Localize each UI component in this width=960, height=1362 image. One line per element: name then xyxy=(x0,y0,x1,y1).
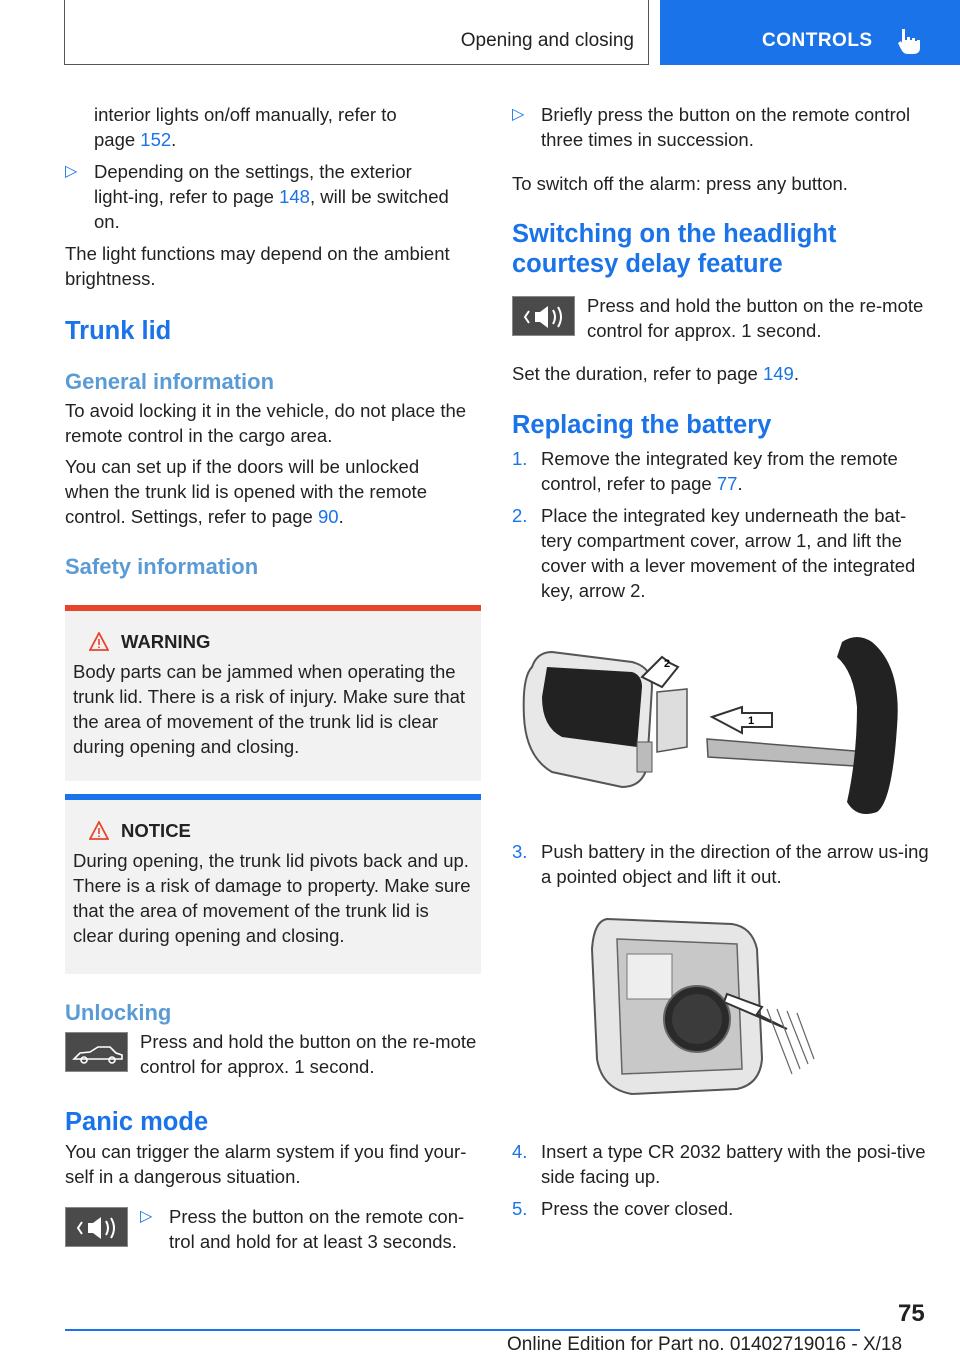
heading-unlocking: Unlocking xyxy=(65,1000,172,1025)
heading-headlight-courtesy: Switching on the headlight courtesy delay feature xyxy=(512,220,837,278)
list-item: 4. Insert a type CR 2032 battery with the posi-tive side facing up. xyxy=(512,1141,926,1187)
header-chapter-tab[interactable] xyxy=(660,0,960,65)
duration-text: Set the duration, refer to page 149. xyxy=(512,363,799,384)
chapter-title: CONTROLS xyxy=(762,30,873,51)
left-column xyxy=(65,102,481,1254)
general-paragraph-2: You can set up if the doors will be unlocked when the trunk lid is opened with the remote control. Settings, refer to page 90. xyxy=(65,456,427,527)
intro-text: interior lights on/off manually, refer to page 152. xyxy=(94,104,397,150)
footer-edition: Online Edition for Part no. 01402719016 - X/18 xyxy=(507,1334,903,1355)
header-section-box xyxy=(64,0,649,65)
warning-box xyxy=(65,605,481,781)
list-item: ▷ Depending on the settings, the exterior light-ing, refer to page 148, will be switched on. xyxy=(65,161,449,232)
page-link-149[interactable]: 149 xyxy=(762,363,794,384)
pointing-hand-icon xyxy=(894,26,924,56)
panic-row xyxy=(65,1204,481,1254)
heading-general-info: General information xyxy=(65,369,275,394)
warning-triangle-icon xyxy=(89,632,109,652)
figure-label-2: 2 xyxy=(664,658,671,670)
right-column xyxy=(512,102,932,1221)
horn-icon xyxy=(65,1207,128,1247)
headlight-icon xyxy=(512,296,575,336)
notice-box xyxy=(65,794,481,974)
notice-title: NOTICE xyxy=(121,820,191,841)
list-item: ▷ Briefly press the button on the remote control three times in succession. xyxy=(512,104,911,150)
warning-title: WARNING xyxy=(121,631,211,652)
notice-text: During opening, the trunk lid pivots back and up. There is a risk of damage to property. Make sure that the area of movement of the trunk lid is clear during opening and closing. xyxy=(73,850,471,946)
heading-safety-info: Safety information xyxy=(65,554,259,579)
list-item: 2. Place the integrated key underneath the bat-tery compartment cover, arrow 1, and lift the cover with a lever movement of the integrated key, arrow 2. xyxy=(512,505,916,601)
unlocking-text: Press and hold the button on the re-mote control for approx. 1 second. xyxy=(140,1031,477,1077)
warning-bar xyxy=(65,605,481,611)
general-paragraph-1: To avoid locking it in the vehicle, do not place the remote control in the cargo area. xyxy=(65,400,467,446)
page-link-148[interactable]: 148 xyxy=(279,186,310,207)
headlight-row xyxy=(512,293,932,343)
battery-removal-illustration xyxy=(512,909,912,1099)
warning-triangle-icon xyxy=(89,821,109,841)
notice-title-row xyxy=(73,820,473,842)
list-item: 1. Remove the integrated key from the remote control, refer to page 77. xyxy=(512,448,898,494)
trunk-unlock-icon xyxy=(65,1032,128,1072)
alarm-off-text: To switch off the alarm: press any button. xyxy=(512,173,848,194)
list-item: 5. Press the cover closed. xyxy=(512,1198,734,1219)
page-link-90[interactable]: 90 xyxy=(317,506,339,527)
heading-trunk-lid: Trunk lid xyxy=(65,317,172,345)
light-note: The light functions may depend on the ambient brightness. xyxy=(65,243,450,289)
figure-label-1: 1 xyxy=(748,715,755,727)
warning-text: Body parts can be jammed when operating the trunk lid. There is a risk of injury. Make sure that the area of movement of the trunk lid is clear during opening and closing. xyxy=(73,661,466,757)
key-cover-illustration xyxy=(512,627,912,827)
headlight-text: Press and hold the button on the re-mote control for approx. 1 second. xyxy=(587,295,924,341)
footer-divider xyxy=(65,1329,860,1331)
notice-bar xyxy=(65,794,481,800)
heading-panic-mode: Panic mode xyxy=(65,1108,209,1136)
section-title: Opening and closing xyxy=(460,30,634,51)
page-link-152[interactable]: 152 xyxy=(140,129,172,150)
page-link-77[interactable]: 77 xyxy=(716,473,738,494)
warning-title-row xyxy=(73,631,473,653)
list-item: ▷ Press the button on the remote con-trol and hold for at least 3 seconds. xyxy=(140,1206,465,1252)
triangle-bullet-icon: ▷ xyxy=(512,106,525,123)
list-item: 3. Push battery in the direction of the arrow us-ing a pointed object and lift it out. xyxy=(512,841,929,887)
heading-replacing-battery: Replacing the battery xyxy=(512,411,772,439)
unlocking-row xyxy=(65,1029,481,1079)
triangle-bullet-icon: ▷ xyxy=(65,163,78,180)
triangle-bullet-icon: ▷ xyxy=(140,1208,153,1225)
panic-text: You can trigger the alarm system if you find your-self in a dangerous situation. xyxy=(65,1141,467,1187)
page-number: 75 xyxy=(898,1300,925,1327)
